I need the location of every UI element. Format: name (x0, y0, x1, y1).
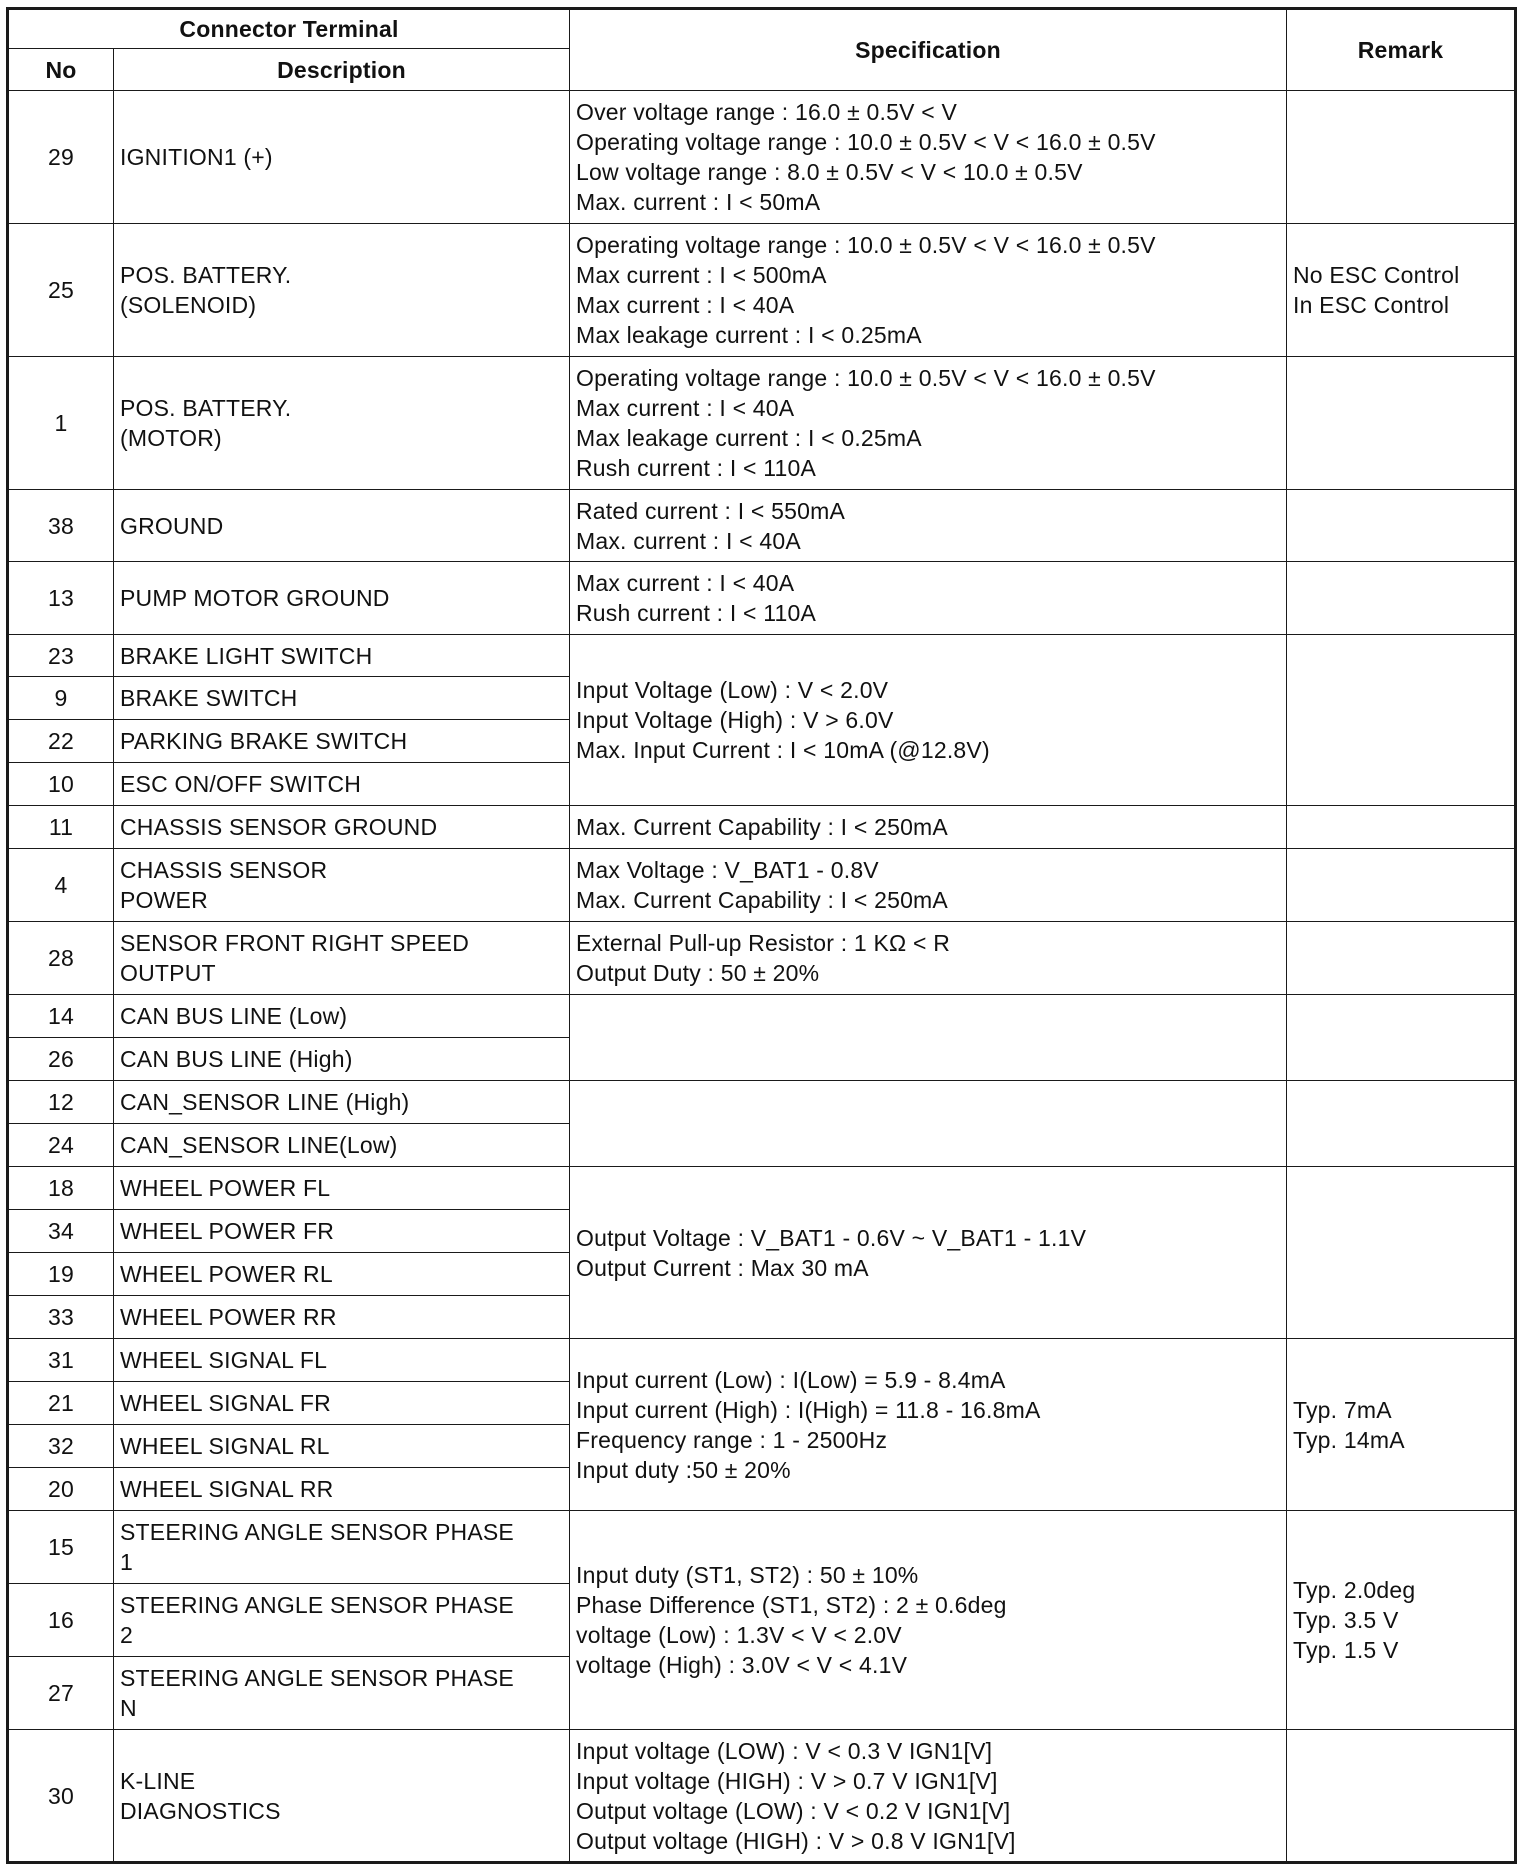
description-line: WHEEL POWER FR (120, 1218, 335, 1244)
terminal-description (114, 1253, 570, 1296)
description-line: STEERING ANGLE SENSOR PHASE (120, 1592, 514, 1618)
specification-line: Input Voltage (High) : V > 6.0V (576, 707, 894, 733)
specification-line: Operating voltage range : 10.0 ± 0.5V < V < 16.0 ± 0.5V (576, 365, 1156, 391)
table-row (8, 635, 1516, 677)
terminal-number: 9 (8, 677, 114, 720)
specification-line: Output Duty : 50 ± 20% (576, 960, 820, 986)
remark-line: No ESC Control (1293, 262, 1460, 288)
terminal-number: 30 (8, 1730, 114, 1863)
remark-line: Typ. 14mA (1293, 1426, 1405, 1453)
specification-line: Max current : I < 500mA (576, 262, 827, 288)
terminal-number: 11 (8, 806, 114, 849)
description-line: WHEEL SIGNAL RR (120, 1476, 334, 1502)
specification-line: Input duty :50 ± 20% (576, 1456, 791, 1483)
description-line: SENSOR FRONT RIGHT SPEED (120, 930, 470, 956)
table-row (8, 1081, 1516, 1124)
terminal-number: 4 (8, 849, 114, 922)
specification-line: Over voltage range : 16.0 ± 0.5V < V (576, 99, 958, 125)
description-line: STEERING ANGLE SENSOR PHASE (120, 1665, 514, 1691)
specification-line: Operating voltage range : 10.0 ± 0.5V < V < 16.0 ± 0.5V (576, 232, 1156, 258)
specification-cell (570, 224, 1287, 357)
terminal-number: 33 (8, 1296, 114, 1339)
terminal-number: 29 (8, 91, 114, 224)
header-no: No (8, 49, 114, 91)
specification-line: voltage (High) : 3.0V < V < 4.1V (576, 1652, 908, 1678)
specification-cell (570, 91, 1287, 224)
remark-cell (1287, 1081, 1516, 1167)
remark-line: Typ. 1.5 V (1293, 1637, 1399, 1663)
remark-cell (1287, 1167, 1516, 1339)
table-row (8, 806, 1516, 849)
terminal-number: 20 (8, 1468, 114, 1511)
remark-line: In ESC Control (1293, 292, 1450, 318)
specification-line: Max current : I < 40A (576, 395, 795, 421)
description-line: WHEEL SIGNAL RL (120, 1433, 330, 1459)
terminal-number: 25 (8, 224, 114, 357)
terminal-number: 19 (8, 1253, 114, 1296)
description-line: CAN BUS LINE (High) (120, 1046, 353, 1072)
specification-line: Max leakage current : I < 0.25mA (576, 322, 922, 348)
specification-line: Max. current : I < 40A (576, 527, 801, 554)
specification-line: Max leakage current : I < 0.25mA (576, 425, 922, 451)
table-row (8, 1730, 1516, 1863)
description-line: (MOTOR) (120, 425, 222, 451)
table-row (8, 995, 1516, 1038)
terminal-description (114, 1339, 570, 1382)
description-line: WHEEL POWER RL (120, 1261, 333, 1287)
remark-cell (1287, 922, 1516, 995)
terminal-number: 21 (8, 1382, 114, 1425)
connector-terminal-spec-table (6, 7, 1517, 1864)
terminal-number: 10 (8, 763, 114, 806)
terminal-description (114, 677, 570, 720)
terminal-description (114, 562, 570, 635)
description-line: CAN_SENSOR LINE (High) (120, 1089, 410, 1115)
terminal-number: 14 (8, 995, 114, 1038)
terminal-description (114, 1081, 570, 1124)
description-line: DIAGNOSTICS (120, 1797, 281, 1824)
description-line: WHEEL SIGNAL FR (120, 1390, 331, 1416)
description-line: PARKING BRAKE SWITCH (120, 728, 408, 754)
terminal-number: 26 (8, 1038, 114, 1081)
specification-line: Max current : I < 40A (576, 292, 795, 318)
terminal-number: 31 (8, 1339, 114, 1382)
terminal-number: 34 (8, 1210, 114, 1253)
specification-cell (570, 357, 1287, 490)
header-description: Description (114, 49, 570, 91)
specification-line: Output voltage (HIGH) : V > 0.8 V IGN1[V] (576, 1827, 1016, 1854)
terminal-description (114, 1657, 570, 1730)
specification-line: Input Voltage (Low) : V < 2.0V (576, 677, 889, 703)
terminal-number: 1 (8, 357, 114, 490)
description-line: BRAKE SWITCH (120, 685, 298, 711)
specification-cell (570, 1511, 1287, 1730)
remark-cell (1287, 357, 1516, 490)
terminal-description (114, 1730, 570, 1863)
terminal-description (114, 1167, 570, 1210)
terminal-description (114, 806, 570, 849)
table-row (8, 562, 1516, 635)
specification-cell (570, 1167, 1287, 1339)
specification-line: Input current (High) : I(High) = 11.8 - 16.8mA (576, 1396, 1041, 1423)
specification-line: Max. Input Current : I < 10mA (@12.8V) (576, 737, 990, 763)
table-row (8, 91, 1516, 224)
description-line: CAN_SENSOR LINE(Low) (120, 1132, 398, 1158)
description-line: IGNITION1 (+) (120, 144, 273, 170)
specification-cell (570, 849, 1287, 922)
terminal-description (114, 922, 570, 995)
remark-cell (1287, 1730, 1516, 1863)
remark-cell (1287, 224, 1516, 357)
terminal-number: 15 (8, 1511, 114, 1584)
terminal-description (114, 224, 570, 357)
specification-cell (570, 635, 1287, 806)
description-line: GROUND (120, 512, 224, 539)
remark-cell (1287, 635, 1516, 806)
terminal-number: 13 (8, 562, 114, 635)
remark-cell (1287, 91, 1516, 224)
terminal-description (114, 995, 570, 1038)
table-body (8, 91, 1516, 1863)
specification-line: Output Voltage : V_BAT1 - 0.6V ~ V_BAT1 - 1.1V (576, 1224, 1087, 1251)
description-line: PUMP MOTOR GROUND (120, 585, 390, 611)
description-line: 2 (120, 1622, 133, 1648)
specification-line: Max current : I < 40A (576, 570, 795, 596)
description-line: WHEEL POWER RR (120, 1304, 337, 1330)
remark-cell (1287, 849, 1516, 922)
description-line: ESC ON/OFF SWITCH (120, 771, 362, 797)
description-line: K-LINE (120, 1767, 196, 1794)
specification-line: Input voltage (LOW) : V < 0.3 V IGN1[V] (576, 1737, 993, 1764)
terminal-number: 18 (8, 1167, 114, 1210)
terminal-description (114, 1038, 570, 1081)
specification-cell (570, 922, 1287, 995)
terminal-number: 16 (8, 1584, 114, 1657)
terminal-number: 22 (8, 720, 114, 763)
specification-cell (570, 1339, 1287, 1511)
terminal-description (114, 1382, 570, 1425)
remark-cell (1287, 1511, 1516, 1730)
specification-line: Input voltage (HIGH) : V > 0.7 V IGN1[V] (576, 1767, 998, 1794)
remark-cell (1287, 490, 1516, 562)
description-line: BRAKE LIGHT SWITCH (120, 642, 373, 669)
terminal-number: 38 (8, 490, 114, 562)
terminal-description (114, 1584, 570, 1657)
table-row (8, 849, 1516, 922)
specification-line: Output Current : Max 30 mA (576, 1254, 869, 1281)
terminal-number: 23 (8, 635, 114, 677)
description-line: CHASSIS SENSOR (120, 857, 328, 883)
table-row (8, 224, 1516, 357)
description-line: OUTPUT (120, 960, 216, 986)
description-line: N (120, 1695, 137, 1721)
terminal-description (114, 1296, 570, 1339)
table-row (8, 922, 1516, 995)
specification-cell (570, 562, 1287, 635)
description-line: CAN BUS LINE (Low) (120, 1003, 348, 1029)
specification-cell (570, 806, 1287, 849)
description-line: STEERING ANGLE SENSOR PHASE (120, 1519, 514, 1545)
description-line: POS. BATTERY. (120, 262, 292, 288)
terminal-description (114, 1511, 570, 1584)
terminal-number: 28 (8, 922, 114, 995)
table-row (8, 1167, 1516, 1210)
table-row (8, 357, 1516, 490)
specification-line: Max. current : I < 50mA (576, 189, 821, 215)
specification-line: voltage (Low) : 1.3V < V < 2.0V (576, 1622, 902, 1648)
terminal-description (114, 720, 570, 763)
header-remark: Remark (1287, 9, 1516, 91)
terminal-description (114, 1425, 570, 1468)
specification-cell (570, 995, 1287, 1081)
terminal-number: 27 (8, 1657, 114, 1730)
description-line: WHEEL SIGNAL FL (120, 1347, 328, 1373)
terminal-number: 12 (8, 1081, 114, 1124)
specification-line: Output voltage (LOW) : V < 0.2 V IGN1[V] (576, 1797, 1011, 1824)
remark-line: Typ. 7mA (1293, 1396, 1392, 1423)
specification-line: Low voltage range : 8.0 ± 0.5V < V < 10.0 ± 0.5V (576, 159, 1083, 185)
specification-line: External Pull-up Resistor : 1 KΩ < R (576, 930, 951, 956)
table-row (8, 1339, 1516, 1382)
terminal-description (114, 635, 570, 677)
specification-line: Rush current : I < 110A (576, 600, 817, 626)
terminal-description (114, 357, 570, 490)
specification-line: Max Voltage : V_BAT1 - 0.8V (576, 857, 879, 883)
specification-line: Rated current : I < 550mA (576, 497, 845, 524)
terminal-description (114, 849, 570, 922)
terminal-description (114, 1468, 570, 1511)
specification-line: Max. Current Capability : I < 250mA (576, 814, 948, 840)
remark-line: Typ. 3.5 V (1293, 1607, 1399, 1633)
specification-line: Frequency range : 1 - 2500Hz (576, 1426, 888, 1453)
terminal-description (114, 763, 570, 806)
header-connector-terminal: Connector Terminal (8, 9, 570, 49)
specification-line: Operating voltage range : 10.0 ± 0.5V < V < 16.0 ± 0.5V (576, 129, 1156, 155)
terminal-number: 32 (8, 1425, 114, 1468)
remark-cell (1287, 1339, 1516, 1511)
terminal-description (114, 1124, 570, 1167)
specification-line: Max. Current Capability : I < 250mA (576, 887, 948, 913)
description-line: WHEEL POWER FL (120, 1175, 331, 1201)
description-line: POS. BATTERY. (120, 395, 292, 421)
remark-cell (1287, 806, 1516, 849)
terminal-description (114, 1210, 570, 1253)
remark-cell (1287, 995, 1516, 1081)
specification-line: Input current (Low) : I(Low) = 5.9 - 8.4mA (576, 1366, 1006, 1393)
description-line: 1 (120, 1549, 133, 1575)
description-line: POWER (120, 887, 208, 913)
specification-cell (570, 1081, 1287, 1167)
specification-line: Input duty (ST1, ST2) : 50 ± 10% (576, 1562, 919, 1588)
table-row (8, 490, 1516, 562)
remark-cell (1287, 562, 1516, 635)
header-specification: Specification (570, 9, 1287, 91)
description-line: (SOLENOID) (120, 292, 257, 318)
specification-line: Phase Difference (ST1, ST2) : 2 ± 0.6deg (576, 1592, 1007, 1618)
terminal-number: 24 (8, 1124, 114, 1167)
description-line: CHASSIS SENSOR GROUND (120, 814, 438, 840)
specification-cell (570, 490, 1287, 562)
terminal-description (114, 490, 570, 562)
terminal-description (114, 91, 570, 224)
specification-cell (570, 1730, 1287, 1863)
table-row (8, 1511, 1516, 1584)
remark-line: Typ. 2.0deg (1293, 1577, 1416, 1603)
specification-line: Rush current : I < 110A (576, 455, 817, 481)
